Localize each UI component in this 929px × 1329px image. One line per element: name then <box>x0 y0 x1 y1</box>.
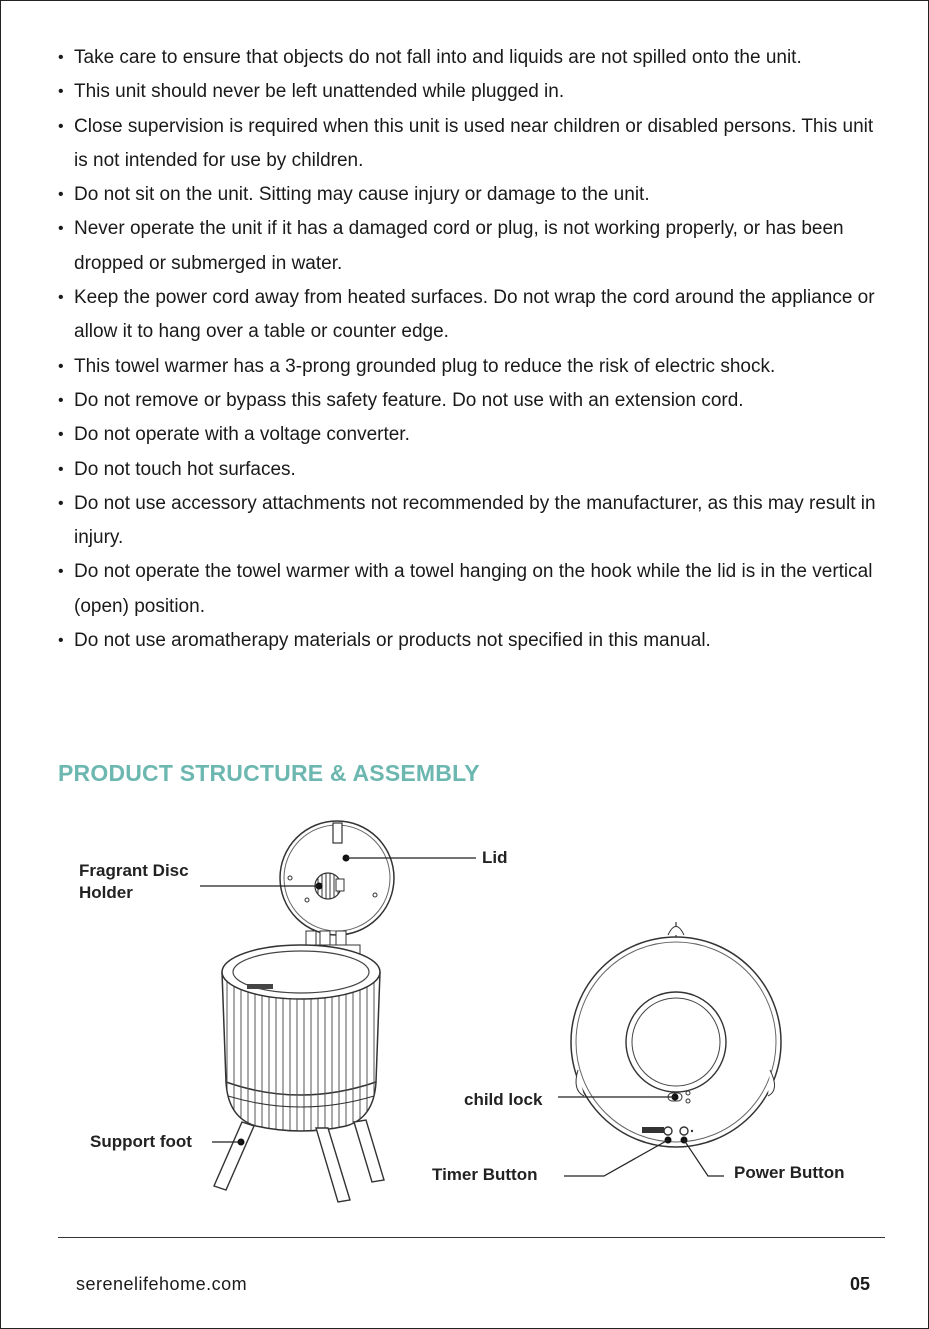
page-number: 05 <box>850 1274 871 1294</box>
safety-item: • This towel warmer has a 3-prong grounded plug to reduce the risk of electric shock. <box>58 350 878 384</box>
safety-item: • Do not operate the towel warmer with a towel hanging on the hook while the lid is in the vertical (open) position. <box>58 555 878 624</box>
lid-label: Lid <box>482 848 508 867</box>
safety-item: • This unit should never be left unattended while plugged in. <box>58 75 878 109</box>
timer-button-label: Timer Button <box>432 1165 538 1184</box>
safety-item: • Do not operate with a voltage converter. <box>58 418 878 452</box>
safety-item: • Do not sit on the unit. Sitting may cause injury or damage to the unit. <box>58 178 878 212</box>
safety-item: • Close supervision is required when this unit is used near children or disabled persons. This unit is not intended for use by children. <box>58 110 878 179</box>
safety-item: • Do not remove or bypass this safety feature. Do not use with an extension cord. <box>58 384 878 418</box>
warmer-body-illustration <box>222 945 380 1131</box>
section-heading: PRODUCT STRUCTURE & ASSEMBLY <box>58 760 480 786</box>
child-lock-label: child lock <box>464 1090 543 1109</box>
footer-divider <box>58 1237 885 1238</box>
timer-leader-line <box>564 1140 668 1176</box>
safety-item: • Keep the power cord away from heated surfaces. Do not wrap the cord around the appliance or allow it to hang over a table or counter edge. <box>58 281 878 350</box>
safety-item: • Never operate the unit if it has a damaged cord or plug, is not working properly, or has been dropped or submerged in water. <box>58 212 878 281</box>
safety-item: • Do not use accessory attachments not recommended by the manufacturer, as this may result in injury. <box>58 487 878 556</box>
support-feet-illustration <box>214 1120 384 1202</box>
safety-item: • Do not use aromatherapy materials or products not specified in this manual. <box>58 624 878 658</box>
safety-item: • Take care to ensure that objects do not fall into and liquids are not spilled onto the unit. <box>58 41 878 75</box>
support-foot-label: Support foot <box>90 1132 192 1151</box>
safety-item: • Do not touch hot surfaces. <box>58 453 878 487</box>
footer-website: serenelifehome.com <box>76 1274 248 1294</box>
top-view-illustration <box>571 922 781 1147</box>
power-button-label: Power Button <box>734 1163 845 1182</box>
fragrant-disc-holder-label-line2: Holder <box>79 883 133 902</box>
fragrant-disc-holder-label-line1: Fragrant Disc <box>79 861 189 880</box>
fragrant-disc-holder-label <box>79 860 189 904</box>
